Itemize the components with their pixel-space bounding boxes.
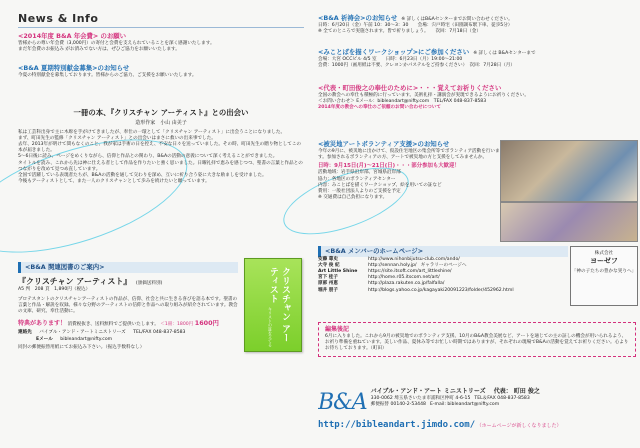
volunteer-item: 活動地域：岩手県沿岸部、宮城県沿岸部 (318, 170, 401, 176)
annual-fee-section (18, 32, 304, 53)
annual-fee-title: <2014年度 B&A 年会費> のお願い (18, 32, 127, 40)
footer-email[interactable]: E-mail: bibleandart@nifty.com (429, 402, 500, 408)
special-label: 特典があります！ (18, 320, 67, 328)
volunteer-body: 今年の9月に、被災地に出かけて、仮設住宅地区の集会所等でボランティア活動を行います。参加されるボランティアの方、アートで被災地の方と支援をしてみませんか。 (318, 148, 500, 160)
review-paragraph: 5～6日後に読み、ページをめくりながら、信仰と作品との関わり、B&Aの活動の意義について深く考えることができました。 (18, 154, 278, 160)
volunteer-item: ※ 交通費は自己負担になります。 (318, 195, 388, 201)
sponsor-prefix: 株式会社 (594, 251, 614, 256)
editor-body: 6月に入りました。これから9月の被災地でのボランティア支援、10月のB&A教会美展など、アートを通じての主の証しの機会が用いられるよう、お祈り準備を重ねています。美しい作品、夏休み等でお忙しい時期ではありますが、それぞれの現場でB&Aの活動を覚えてお祈りください。心よりお待ちしております。（町田） (325, 334, 629, 352)
email-label: Eメール (36, 336, 53, 342)
book-cover-title: クリスチャン アーティスト (267, 267, 290, 343)
footer-url[interactable]: http://bibleandart.jimdo.com/ (318, 419, 476, 430)
contact-tel: TEL/FAX 048-837-8583 (133, 330, 186, 336)
member-name: 原部 州恵 (318, 281, 338, 287)
member-name: 堀井 朋子 (318, 287, 338, 293)
prayer-line: ※ 全てのところで実施されます。皆で祈りましょう。 次回：7月18日（金） (318, 29, 481, 35)
member-url[interactable]: http://sennan.holy.jp/ (368, 262, 417, 268)
review-paragraph: 去年、2013年が明けて間もなくのこと、我が家は手術の日を控え、不安な日々を送っていました。その時、町田先生の贈り物としてこの本が届きました。 (18, 142, 302, 154)
volunteer-item: 費用：一般社団法人よりのご支援を予定 (318, 188, 401, 194)
representative-highlight: 2014年度の教会への奉仕のご依頼のお問い合わせについて (318, 105, 441, 111)
email-value[interactable]: bibleandart@nifty.com (60, 336, 113, 342)
related-books-title: <B&A 関連図書のご案内> (18, 262, 238, 273)
ba-logo: B&A (318, 390, 367, 415)
member-url[interactable]: http://plaza.rakuten.co.jp/falfalla/ (368, 281, 445, 287)
member-note: ギャラリーのページへ (420, 262, 467, 268)
volunteer-item: 協力：各地区のボランティアセンター (318, 176, 396, 182)
special-price-note: ＜1冊：1800円 (160, 322, 194, 328)
special-price: 1600円 (194, 319, 219, 328)
member-row (318, 288, 568, 294)
right-column (318, 0, 640, 448)
prayer-title: <B&A 祈祷会>のお知らせ (318, 14, 398, 22)
review-paragraph: 全国で活躍している表現者たちが、B&Aの活動を通して交わりを深め、互いに祈り合う姿に大きな励ましを受けました。 (18, 173, 267, 179)
members-section (318, 246, 568, 294)
footer-rep: 町田 俊之 (513, 388, 540, 395)
special-offer (18, 319, 238, 328)
editor-note (318, 322, 636, 357)
book-name: 『クリスチャン アーティスト』 (18, 276, 132, 286)
footer-rep-label: 代表： (493, 388, 512, 395)
member-name: 宮下 桂子 (318, 275, 338, 281)
footer-org: バイブル・アンド・アート ミニストリーズ (370, 388, 486, 395)
sketch-line: 会費：1000円（画用紙は不要、クレヨンかパステルをご持参ください） 次回：7月28日（月） (318, 63, 515, 69)
volunteer-photo (500, 140, 638, 202)
volunteer-section (318, 140, 500, 201)
footer (318, 388, 638, 431)
contact-name: バイブル・アンド・アートミニストリーズ (39, 330, 126, 336)
sponsor-ad (570, 246, 638, 306)
footer-address: 330-0062 埼玉県さいたま市浦和区仲町 4-6-15 (370, 396, 471, 402)
news-header (18, 12, 304, 28)
summer-donation-line: 今夏の特別献金を募集しております。皆様からのご協力、ご支援をお願いいたします。 (18, 72, 197, 78)
book-cover-subtitle: キリストの証を立てる (268, 307, 273, 347)
book-price-note: (頒価送料別) (135, 280, 163, 286)
review-paragraph: 今後もアーティストとして、また一人のクリスチャンとして歩みを続けたいと願っています。 (18, 179, 210, 185)
volunteer-photo-2 (500, 202, 638, 242)
sketch-line: 会場：大宮 OCCビル 4/5 室 日時：6月23日（月）19:00～21:00 (318, 57, 463, 63)
member-url[interactable]: http://www.nihonbijutsu-club.com/ando/ (368, 256, 460, 262)
review-author: 造形作家 小山 由美子 (135, 119, 187, 126)
book-cover-image (244, 258, 302, 352)
review-title: 一冊の本、『クリスチャン アーティスト』との出会い (73, 108, 249, 117)
contact-label: 連絡先 (18, 330, 32, 336)
editor-title: 編集後記 (325, 326, 350, 333)
member-url[interactable]: http://home.r05.itscom.net/art/ (368, 275, 440, 281)
prayer-note: ※ 詳しくはB&Aセンターまでお問い合わせください。 (401, 17, 513, 22)
review-paragraph: 私は工芸科出身で主に木彫を手がけてきましたが、奉仕の一環として「クリスチャン アーティスト」に出会うことになりました。 (18, 129, 286, 135)
sketch-note: ※ 詳しくは B&Aセンターまで (473, 51, 536, 56)
volunteer-title: <被災地アートボランティア支援>のお知らせ (318, 140, 450, 148)
special-text: 消費税抜き、送料無料でご提供いたします。 (67, 322, 159, 328)
summer-donation-title: <B&A 夏期特別献金募集>のお知らせ (18, 64, 130, 72)
review-paragraph: まず、町田先生の監修「クリスチャン アーティスト」との出会いはまさに救いの出来事でした。 (18, 135, 216, 141)
prayer-line: 日時：6月20日（金）午前 10：30～3：30 会場：宍戸時宅（田園調布駅下車、徒歩5分） (318, 23, 513, 29)
sketch-title: <みことばを描くワークショップ>にご参加ください (318, 48, 470, 56)
representative-title: <代表・町田俊之の奉仕のために>・・・覚えてお祈りください (318, 84, 502, 92)
book-review (18, 108, 304, 185)
review-body (18, 130, 304, 186)
member-name: 大寺 俊 紀 (318, 262, 340, 268)
page-title: News & Info (18, 12, 304, 28)
related-books-section (18, 262, 238, 351)
footer-org-line (371, 388, 540, 396)
representative-line: ＜お問い合わせ＞ Eメール：bibleandart@nifty.com TEL/FAX 048-837-8583 (318, 98, 487, 104)
sponsor-company: ヨーゼフ (590, 257, 618, 266)
member-name: Art Little Shine (318, 269, 358, 275)
sponsor-line: 「神の子たちの豊かな実りへ」 (571, 268, 637, 274)
summer-donation-section (18, 64, 304, 79)
member-url[interactable]: https://site.itsoft.com/art_littleshine/ (368, 269, 452, 275)
member-url[interactable]: http://blogs.yahoo.co.jp/kagayaki20091223/folder/452962.html (368, 287, 514, 293)
prayer-section (318, 14, 634, 36)
book-spec: A5 判 208 頁 1,890円（税込） (18, 287, 91, 293)
footer-url-note: （ホームページが新しくなりました） (476, 422, 562, 429)
member-name: 安藤 尊史 (318, 256, 338, 262)
footer-postal: 郵便振替 00140-2-53448 (370, 402, 426, 408)
members-title: <B&A メンバーのホームページ> (318, 246, 568, 257)
book-description: プロテスタントのクリスチャンアーティストの作品が、信仰、社会と共に生きる喜びを語る本です。聖書の言葉と作品・解説を収録。様々な分野のアーティストの信仰と作品への取り組みが紹介されています。教会の文庫、研究、奉仕活動に。 (18, 296, 238, 314)
sketch-workshop-section (318, 48, 634, 70)
volunteer-item: 内容：みことばを描くワークショップ、絵を用いての証など (318, 182, 442, 188)
review-paragraph: タイトルを読み、これから先は神に仕える者として作品を作りたいと強く思いました。日曜礼拝で恵みを感じつつ、聖書の言葉と作品とのつながりを改めて見つめ直しています。 (18, 160, 303, 172)
transfer-note: 同封の郵便振替用紙にてお振込み下さい。（振込手数料なし） (18, 344, 145, 350)
representative-line: 全国の教会への奉仕も積極的に行っています。美術礼拝・講演会が実現できるようにお祈りください。 (318, 92, 529, 98)
volunteer-highlight: 日時：9月15日(月)～21日(日)・・・部分参加も大歓迎！ (318, 163, 460, 170)
footer-tel: TEL＆FAX 048-837-8583 (474, 396, 530, 402)
annual-fee-line: まだ年会費のお振込み がお済みでない方は、ぜひご協力をお願いいたします。 (18, 46, 180, 52)
representative-section (318, 84, 634, 111)
left-column (0, 0, 316, 448)
annual-fee-line: 皆様からの尊い年会費（3,000円）の寄付と会費を支えられていることを深く感謝いたします。 (18, 40, 215, 46)
email-row (18, 337, 238, 343)
